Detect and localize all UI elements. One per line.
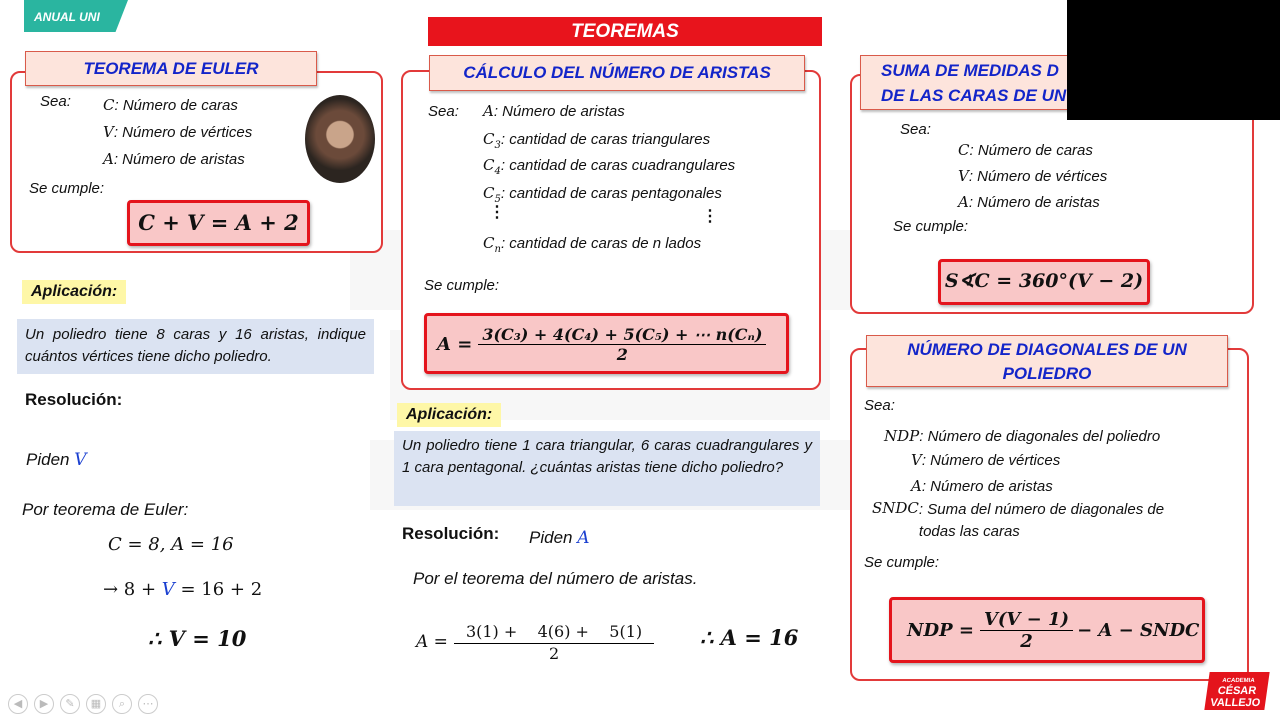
suma-def-caras: C: Número de caras [958,141,1093,159]
course-badge-label: ANUAL UNI [34,10,100,24]
aristas-vdots-left: ⋮ [489,204,505,221]
pen-icon[interactable]: ✎ [60,694,80,714]
euler-def-caras: C: Número de caras [103,96,238,114]
app1-resolucion: Resolución: [25,390,123,409]
app2-result: ∴ A = 16 [700,625,799,650]
suma-se-cumple: Se cumple: [893,218,969,235]
euler-title: TEOREMA DE EULER [25,51,317,86]
euler-def-aristas: A: Número de aristas [103,150,245,168]
diagonales-def-sndc: SNDC : Suma del número de diagonales de todas las caras [872,499,1165,540]
diagonales-se-cumple: Se cumple: [864,554,940,571]
diagonales-def-a: A: Número de aristas [911,477,1053,495]
app2-piden: Piden A [529,528,590,548]
aristas-def-c3: $C_3$: cantidad de caras triangulares [483,130,711,151]
diagonales-def-v: V: Número de vértices [911,451,1061,469]
page-title: TEOREMAS [428,17,822,46]
app1-step2: → 8 + V = 16 + 2 [103,579,263,600]
app2-calc: A = $\frac{3(1) + 4(6) + 5(1)}{2}$ [416,620,654,663]
aristas-def-c4: $C_4$: cantidad de caras cuadrangulares [483,156,736,177]
app1-label: Aplicación: [22,280,126,304]
app1-step1: C = 8, A = 16 [108,534,234,555]
aristas-def-a: A: Número de aristas [483,102,625,120]
suma-formula: S∢C = 360°(V − 2) [944,270,1144,292]
aristas-vdots-right: ⋮ [702,208,718,225]
euler-def-vertices: V: Número de vértices [103,123,253,141]
app1-result: ∴ V = 10 [148,626,247,651]
euler-se-cumple: Se cumple: [29,180,105,197]
suma-sea-label: Sea: [900,121,931,138]
diagonales-title: NÚMERO DE DIAGONALES DE UN POLIEDRO [866,335,1228,387]
diagonales-sea-label: Sea: [864,397,895,414]
suma-title: SUMA DE MEDIDAS D DE LAS CARAS DE UN [860,55,1110,110]
aristas-se-cumple: Se cumple: [424,277,500,294]
more-options-icon[interactable]: ⋯ [138,694,158,714]
app2-label: Aplicación: [397,403,501,427]
slide-toolbar [8,694,164,714]
app1-problem: Un poliedro tiene 8 caras y 16 aristas, indique cuántos vértices tiene dicho poliedro. [17,319,374,374]
aristas-formula: A = $\frac{\text{3(C₃) + 4(C₄) + 5(C₅) + ⋯ n(Cₙ)}}{2}$ [437,318,782,370]
aristas-title: CÁLCULO DEL NÚMERO DE ARISTAS [429,55,805,91]
euler-formula: C + V = A + 2 [138,210,299,235]
euler-portrait [305,95,375,183]
next-slide-icon[interactable]: ▶ [34,694,54,714]
app2-resolucion: Resolución: [402,524,500,543]
prev-slide-icon[interactable]: ◀ [8,694,28,714]
app1-por-teorema: Por teorema de Euler: [22,500,189,519]
aristas-def-cn: $C_n$: cantidad de caras de n lados [483,234,702,255]
diagonales-def-ndp: NDP: Número de diagonales del poliedro [884,427,1161,445]
aristas-sea-label: Sea: [428,103,459,120]
app1-piden: Piden V [26,450,87,470]
suma-def-vertices: V: Número de vértices [958,167,1108,185]
slides-grid-icon[interactable]: ▦ [86,694,106,714]
diagonales-formula: NDP = $\frac{V(V - 1)}{2}$ − A − SNDC [907,608,1200,652]
zoom-icon[interactable]: ⌕ [112,694,132,714]
suma-def-aristas: A: Número de aristas [958,193,1100,211]
aristas-def-c5: $C_5$: cantidad de caras pentagonales [483,184,722,205]
webcam-overlay [1067,0,1280,120]
academy-logo: ACADEMIA CÉSAR VALLEJO [1204,672,1269,710]
app2-problem: Un poliedro tiene 1 cara triangular, 6 caras cuadrangulares y 1 cara pentagonal. ¿cuántas aristas tiene dicho poliedro? [394,431,820,506]
euler-sea-label: Sea: [40,93,71,110]
app2-por-teorema: Por el teorema del número de aristas. [413,569,698,588]
